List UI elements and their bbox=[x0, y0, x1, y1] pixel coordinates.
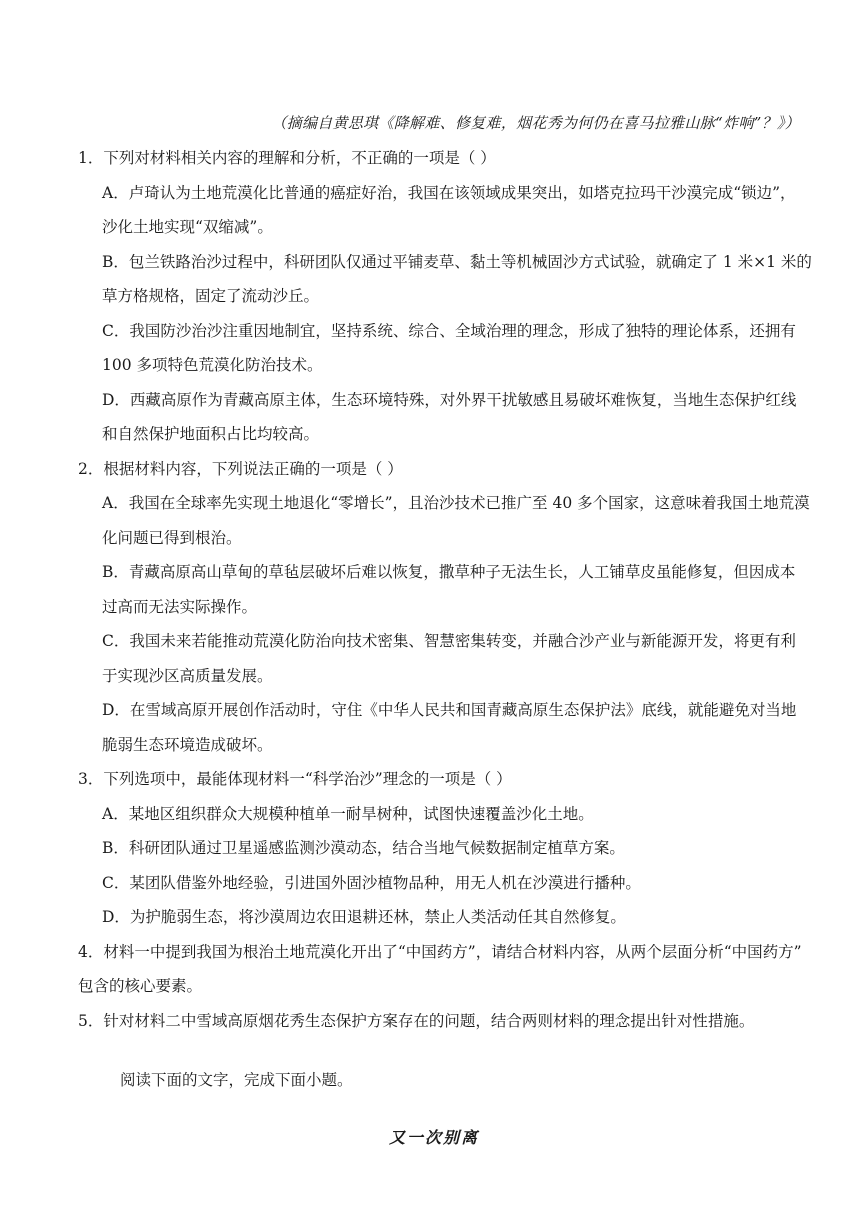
q1-option-b-line1: B．包兰铁路治沙过程中，科研团队仅通过平铺麦草、黏土等机械固沙方式试验，就确定了 1 米×1 米的 bbox=[102, 253, 812, 271]
question-1-stem: 1．下列对材料相关内容的理解和分析，不正确的一项是（ ） bbox=[78, 149, 496, 167]
q2-option-b-line1: B．青藏高原高山草甸的草毡层破坏后难以恢复，撒草种子无法生长，人工铺草皮虽能修复，但因成本 bbox=[102, 563, 796, 581]
q2-option-a-line1: A．我国在全球率先实现土地退化“零增长”，且治沙技术已推广至 40 多个国家，这意味着我国土地荒漠 bbox=[102, 494, 810, 512]
q3-option-d: D．为护脆弱生态，将沙漠周边农田退耕还林，禁止人类活动任其自然修复。 bbox=[102, 908, 626, 926]
q1-option-a-line1: A．卢琦认为土地荒漠化比普通的癌症好治，我国在该领域成果突出，如塔克拉玛干沙漠完成“锁边”， bbox=[102, 184, 796, 202]
q2-option-a-line2: 化问题已得到根治。 bbox=[102, 529, 242, 547]
q1-option-d-line2: 和自然保护地面积占比均较高。 bbox=[102, 425, 320, 443]
question-4-continuation: 包含的核心要素。 bbox=[78, 977, 203, 995]
q1-option-c-line2: 100 多项特色荒漠化防治技术。 bbox=[102, 356, 323, 374]
question-3-stem: 3．下列选项中，最能体现材料一“科学治沙”理念的一项是（ ） bbox=[78, 770, 512, 788]
question-5-stem: 5．针对材料二中雪域高原烟花秀生态保护方案存在的问题，结合两则材料的理念提出针对性措施。 bbox=[78, 1012, 755, 1030]
q1-option-c-line1: C．我国防沙治沙注重因地制宜，坚持系统、综合、全域治理的理念，形成了独特的理论体系，还拥有 bbox=[102, 322, 796, 340]
q2-option-b-line2: 过高而无法实际操作。 bbox=[102, 598, 258, 616]
q3-option-a: A．某地区组织群众大规模种植单一耐旱树种，试图快速覆盖沙化土地。 bbox=[102, 805, 594, 823]
q3-option-c: C．某团队借鉴外地经验，引进国外固沙植物品种，用无人机在沙漠进行播种。 bbox=[102, 874, 641, 892]
question-4-stem: 4．材料一中提到我国为根治土地荒漠化开出了“中国药方”，请结合材料内容，从两个层面分析“中国药方” bbox=[78, 943, 802, 961]
source-citation: （摘编自黄思琪《降解难、修复难，烟花秀为何仍在喜马拉雅山脉“炸响”？》） bbox=[271, 114, 800, 132]
q2-option-d-line1: D．在雪域高原开展创作活动时，守住《中华人民共和国青藏高原生态保护法》底线，就能避免对当地 bbox=[102, 701, 797, 719]
q1-option-a-line2: 沙化土地实现“双缩减”。 bbox=[102, 218, 273, 236]
question-2-stem: 2．根据材料内容，下列说法正确的一项是（ ） bbox=[78, 460, 403, 478]
passage-title: 又一次别离 bbox=[388, 1128, 479, 1147]
q1-option-b-line2: 草方格规格，固定了流动沙丘。 bbox=[102, 287, 320, 305]
q1-option-d-line1: D．西藏高原作为青藏高原主体，生态环境特殊，对外界干扰敏感且易破坏难恢复，当地生态保护红线 bbox=[102, 391, 797, 409]
q3-option-b: B．科研团队通过卫星遥感监测沙漠动态，结合当地气候数据制定植草方案。 bbox=[102, 839, 625, 857]
q2-option-d-line2: 脆弱生态环境造成破坏。 bbox=[102, 736, 273, 754]
q2-option-c-line1: C．我国未来若能推动荒漠化防治向技术密集、智慧密集转变，并融合沙产业与新能源开发，将更有利 bbox=[102, 632, 796, 650]
q2-option-c-line2: 于实现沙区高质量发展。 bbox=[102, 667, 273, 685]
reading-instruction: 阅读下面的文字，完成下面小题。 bbox=[120, 1071, 353, 1089]
